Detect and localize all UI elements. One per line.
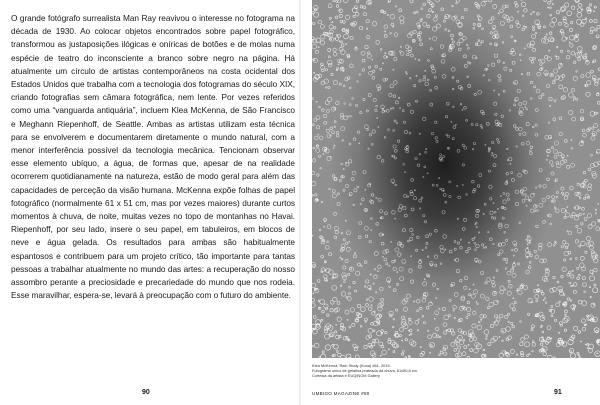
running-head: UMBIGO MAGAZINE #80 (312, 391, 370, 396)
raindrop-pattern (312, 0, 600, 358)
left-page-number: 90 (142, 389, 150, 396)
article-body-text: O grande fotógrafo surrealista Man Ray reavivou o interesse no fotograma na década de 1930. Ao colocar objetos encontrados sobre papel fotográfico, transformou as justaposições ilógicas e oníricas de botões e de molas numa espécie de teatro do inconsciente a branco sobre negro na página. Há atualmente um círculo de artistas contemporâneos na costa ocidental dos Estados Unidos que trabalha com a tecnologia dos fotogramas do século XIX, criando fotografias sem câmara fotográfica, nem lente. Por vezes referidos como uma “vanguarda antiquária”, incluem Klea McKenna, de São Francisco e Meghann Riepenhoff, de Seattle. Ambas as artistas utilizam esta técnica para se envolverem e documentarem diretamente o mundo natural, com a menor interferência possível da tecnologia mecânica. Tencionam observar esse elemento ubíquo, a água, de formas que, apesar de na realidade ocorrerem quotidianamente na natureza, estão de modo geral para além das capacidades de perceção da visão humana. McKenna expõe folhas de papel fotográfico (normalmente 61 x 51 cm, mas por vezes maiores) durante curtos momentos à chuva, de noite, muitas vezes no topo de montanhas no Havai. Riepenhoff, por seu lado, insere o seu papel, em tabuleiros, em blocos de neve e água gelada. Os resultados para ambas são habitualmente espantosos e contribuem para um projeto crítico, tão importante para tantas pessoas a trabalhar atualmente no mundo das artes: a recuperação do nosso assombro perante a preciosidade e precariedade do mundo que nos rodeia. Esse maravilhar, espera-se, levará à preocupação com o futuro do ambiente. (11, 13, 295, 301)
right-page-number: 91 (554, 389, 562, 396)
photo-caption (312, 363, 502, 379)
caption-title-line: Klea McKenna, Rain Study (Kona) #61, 2015. (312, 363, 391, 368)
rain-study-photogram (312, 0, 600, 358)
caption-credit-line: Cortesia da artista e EUQINOM Gallery (312, 373, 380, 379)
caption-medium-line: Fotograma único de gelatina prateada da chuva, 61x50,8 cm. (312, 368, 418, 374)
